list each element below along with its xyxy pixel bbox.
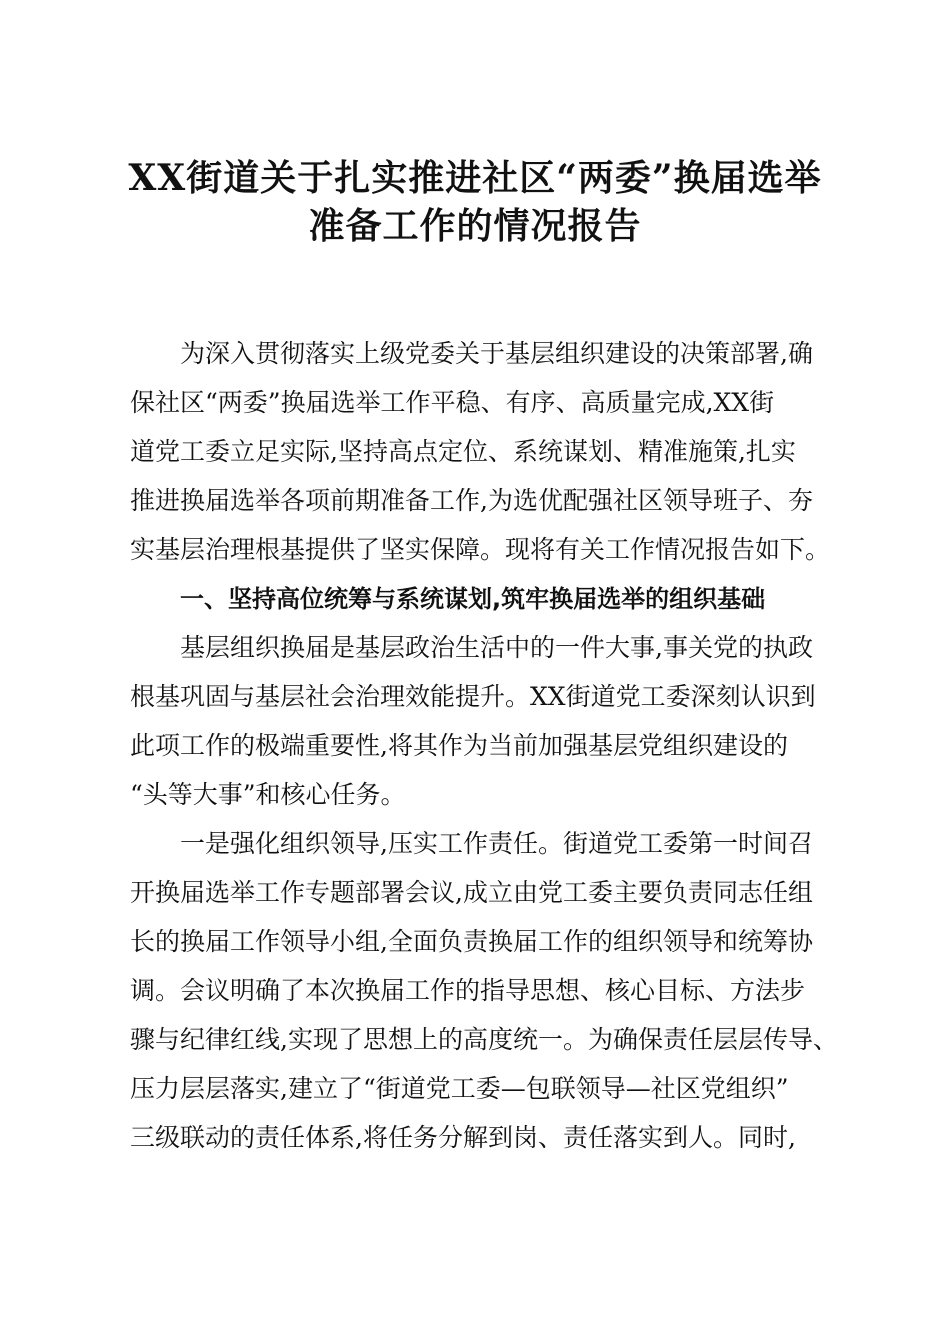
paragraph-line: “头等大事”和核心任务。 [130, 780, 406, 809]
paragraph-line: 基层组织换届是基层政治生活中的一件大事,事关党的执政 [180, 633, 813, 662]
paragraph-line: 一是强化组织领导,压实工作责任。街道党工委第一时间召 [180, 829, 813, 858]
section-heading: 一、坚持高位统筹与系统谋划,筑牢换届选举的组织基础 [180, 585, 766, 613]
paragraph-line: 此项工作的极端重要性,将其作为当前加强基层党组织建设的 [130, 731, 788, 760]
paragraph-line: 根基巩固与基层社会治理效能提升。XX街道党工委深刻认识到 [130, 682, 816, 711]
document-title-line-1: XX街道关于扎实推进社区“两委”换届选举 [128, 157, 822, 199]
paragraph-line: 为深入贯彻落实上级党委关于基层组织建设的决策部署,确 [180, 339, 813, 368]
paragraph-line: 调。会议明确了本次换届工作的指导思想、核心目标、方法步 [130, 976, 806, 1005]
paragraph-line: 实基层治理根基提供了坚实保障。现将有关工作情况报告如下。 [130, 535, 831, 564]
paragraph-line: 保社区“两委”换届选举工作平稳、有序、高质量完成,XX街 [130, 388, 775, 417]
paragraph-line: 压力层层落实,建立了“街道党工委—包联领导—社区党组织” [130, 1074, 789, 1103]
paragraph-line: 长的换届工作领导小组,全面负责换届工作的组织领导和统筹协 [130, 927, 813, 956]
paragraph-line: 开换届选举工作专题部署会议,成立由党工委主要负责同志任组 [130, 878, 813, 907]
paragraph-line: 道党工委立足实际,坚持高点定位、系统谋划、精准施策,扎实 [130, 437, 796, 466]
document-title-line-2: 准备工作的情况报告 [308, 205, 642, 247]
paragraph-line: 推进换届选举各项前期准备工作,为选优配强社区领导班子、夯 [130, 486, 813, 515]
paragraph-line: 三级联动的责任体系,将任务分解到岗、责任落实到人。同时, [130, 1123, 796, 1152]
paragraph-line: 骤与纪律红线,实现了思想上的高度统一。为确保责任层层传导、 [130, 1025, 838, 1054]
